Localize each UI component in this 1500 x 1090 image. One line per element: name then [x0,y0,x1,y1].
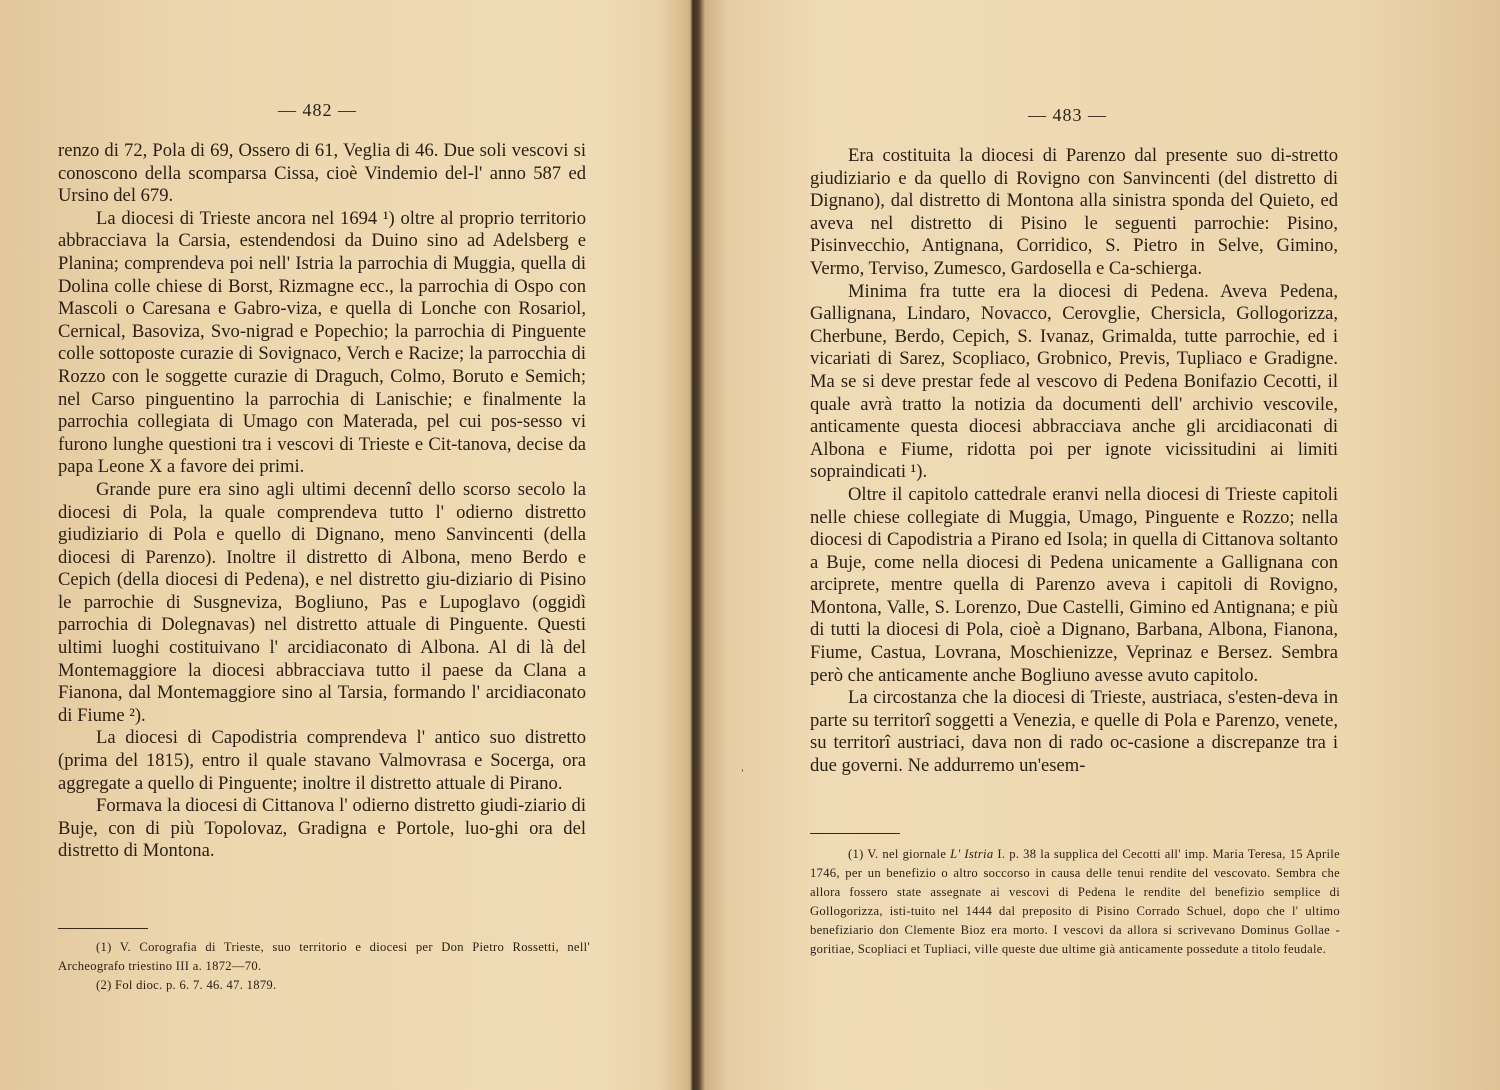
page-number: — 482 — [278,100,357,120]
paragraph: La circostanza che la diocesi di Trieste, austriaca, s'esten-deva in parte su territorî soggetti a Venezia, e quelle di Pola e Parenzo, venete, su territorî austriaci, dava non di rado oc-casione a discrepanze tra i due governi. Ne addurremo un'esem- [810,687,1338,777]
left-page [0,0,690,1090]
page-number: — 483 — [1028,105,1107,125]
ink-mark: ˈ [740,768,745,783]
paragraph: Minima fra tutte era la diocesi di Pedena. Aveva Pedena, Gallignana, Lindaro, Novacco, Cerovglie, Chersicla, Gollogorizza, Cherbune, Berdo, Cepich, S. Ivanaz, Grimalda, tutte parrochie, ed i vicariati di Sarez, Scopliaco, Grobnico, Previs, Tupliaco e Gradigne. Ma se si deve prestar fede al vescovo di Pedena Bonifazio Cecotti, il quale avrà tratto la notizia da documenti dell' archivio vescovile, anticamente questa diocesi abbracciava anche gli arcidiaconati di Albona e Fiume, ridotta poi per ignote vicissitudini ai limiti sopraindicati ¹). [810,280,1338,483]
paragraph: La diocesi di Capodistria comprendeva l' antico suo distretto (prima del 1815), entro il quale stavano Valmovrasa e Socerga, ora aggregate a quello di Pinguente; inoltre il distretto attuale di Pirano. [58,727,586,794]
footnote-rule [810,833,900,834]
footnotes [58,938,590,995]
paragraph: Grande pure era sino agli ultimi decennî dello scorso secolo la diocesi di Pola, la quale comprendeva tutto l' odierno distretto giudiziario di Pola e quello di Dignano, meno Sanvincenti (della diocesi di Parenzo). Inoltre il distretto di Albona, meno Berdo e Cepich (della diocesi di Pedena), e nel distretto giu-diziario di Pisino le parrochie di Susgneviza, Bogliuno, Pas e Lupoglavo (oggidì parrochia di Dolegnavas) nel distretto attuale di Pinguente. Questi ultimi luoghi costituivano l' arcidiaconato di Albona. Al di là del Montemaggiore la diocesi abbracciava tutto il paese da Clana a Fianona, dal Montemaggiore sino al Tarsia, formando l' arcidiaconato di Fiume ²). [58,478,586,726]
right-page [700,0,1500,1090]
paragraph: La diocesi di Trieste ancora nel 1694 ¹) oltre al proprio territorio abbracciava la Carsia, estendendosi da Duino sino ad Adelsberg e Planina; comprendeva poi nell' Istria la parrochia di Muggia, quella di Dolina colle chiese di Borst, Rizmagne ecc., la parrochia di Ospo con Mascoli o Caresana e Gabro-viza, e quella di Lonche con Rosariol, Cernical, Basoviza, Svo-nigrad e Popechio; la parrochia di Pinguente colle sottoposte curazie di Sovignaco, Verch e Racize; la parrocchia di Rozzo con le soggette curazie di Draguch, Colmo, Boruto e Semich; nel Carso pinguentino la parrochia di Lanischie; e finalmente la parrochia collegiata di Umago con Materada, pel cui pos-sesso vi furono lunghe questioni tra i vescovi di Trieste e Cit-tanova, decise da papa Leone X a favore dei primi. [58,207,586,478]
journal-title: L' Istria [950,847,994,861]
paragraph: Era costituita la diocesi di Parenzo dal presente suo di-stretto giudiziario e da quello di Rovigno con Sanvincenti (del distretto di Dignano), dal distretto di Montona alla sinistra sponda del Quieto, ed aveva nel distretto di Pisino le seguenti parrochie: Pisino, Pisinvecchio, Antignana, Corridico, S. Pietro in Selve, Gimino, Vermo, Terviso, Zumesco, Gardosella e Ca-schierga. [810,145,1338,279]
body-text [810,145,1338,778]
paragraph: Oltre il capitolo cattedrale eranvi nella diocesi di Trieste capitoli nelle chiese collegiate di Muggia, Umago, Pinguente e Rozzo; nella diocesi di Capodistria a Pirano ed Isola; in quella di Cittanova soltanto a Buje, come nella diocesi di Pedena unicamente a Gallignana con arciprete, mentre quella di Parenzo aveva i capitoli di Rovigno, Montona, Valle, S. Lorenzo, Due Castelli, Gimino ed Antignana; e più di tutti la diocesi di Pola, cioè a Dignano, Barbana, Albona, Fianona, Fiume, Castua, Lovrana, Moschienizze, Veprinaz e Bersez. Sembra però che anticamente anche Bogliuno avesse avuto capitolo. [810,483,1338,686]
footnote: (2) Fol dioc. p. 6. 7. 46. 47. 1879. [96,978,277,992]
paragraph: Formava la diocesi di Cittanova l' odierno distretto giudi-ziario di Buje, con di più Topolovaz, Gradigna e Portole, luo-ghi ora del distretto di Montona. [58,795,586,862]
footnote: (1) V. Corografia di Trieste, suo territorio e diocesi per Don Pietro Rossetti, nell' Archeografo triestino III a. 1872—70. [58,940,590,973]
footnote-text: I. p. 38 la supplica del Cecotti all' imp. Maria Teresa, 15 Aprile 1746, per un benefizio o altro soccorso in causa delle tenui rendite del vescovato. Sembra che allora fossero state assegnate ai vescovi di Pedena le rendite del benefizio semplice di Gollogorizza, isti-tuito nel 1444 dal preposito di Pisino Corrado Schuel, dopo che l' ultimo benefiziario don Clemente Bioz era morto. I vescovi da allora si scrivevano Dominus Gollae - goritiae, Scopliaci et Tupliaci, ville queste due ultime già anticamente possedute a titolo feudale. [810,847,1340,956]
footnote [810,845,1340,959]
body-text [58,140,586,863]
footnotes [810,845,1340,959]
paragraph: renzo di 72, Pola di 69, Ossero di 61, Veglia di 46. Due soli vescovi si conoscono della scomparsa Cissa, cioè Vindemio del-l' anno 587 ed Ursino del 679. [58,140,586,207]
footnote-rule [58,928,148,929]
footnote-prefix: (1) V. nel giornale [848,847,951,861]
